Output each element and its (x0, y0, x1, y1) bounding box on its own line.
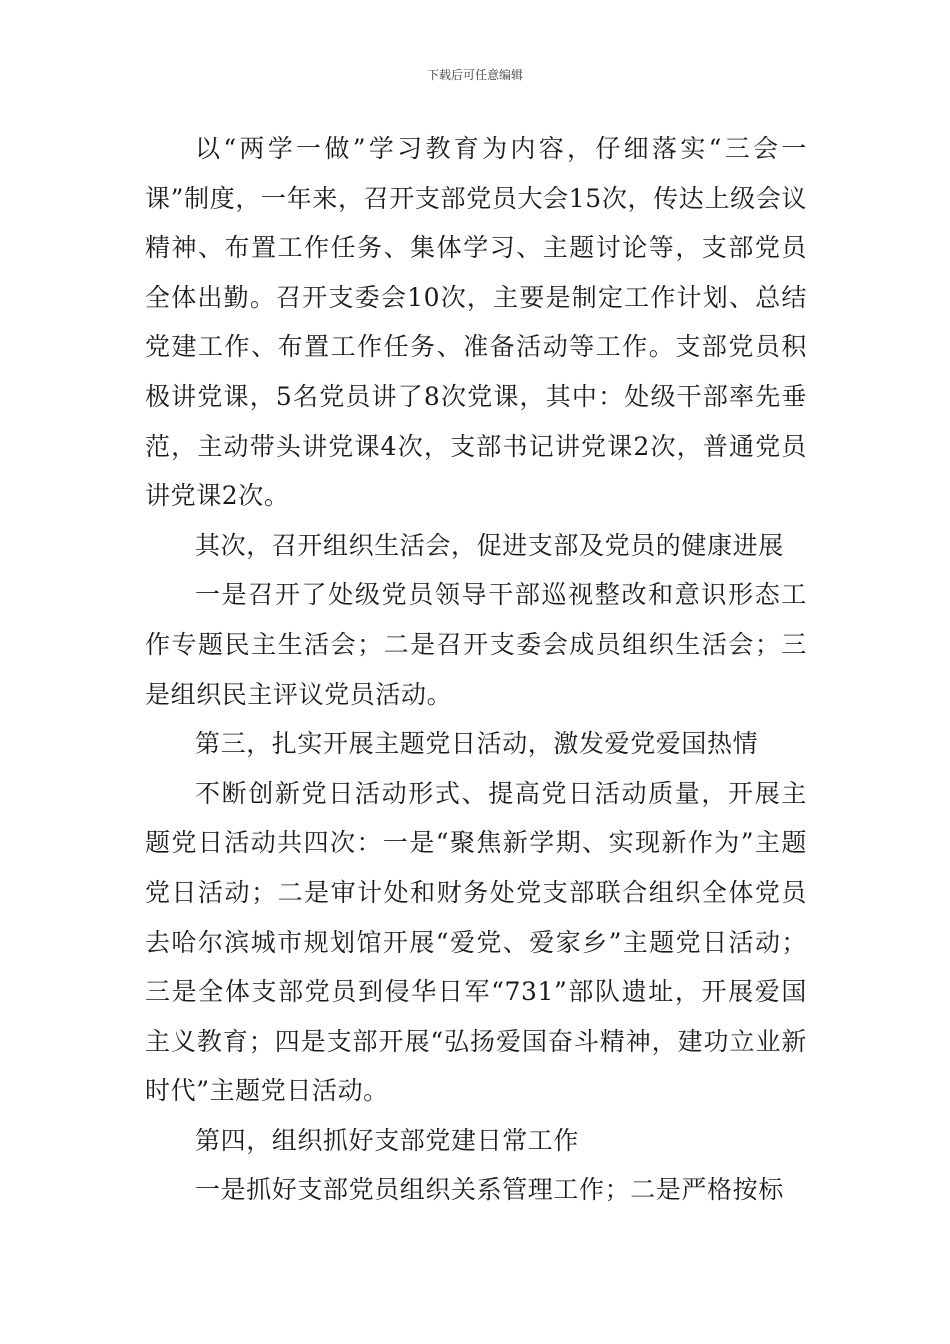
paragraph-organization-life: 一是召开了处级党员领导干部巡视整改和意识形态工作专题民主生活会；二是召开支委会成员组织生活会；三是组织民主评议党员活动。 (145, 580, 807, 709)
heading-organization-life: 其次，召开组织生活会，促进支部及党员的健康进展 (195, 530, 784, 560)
heading-daily-work: 第四，组织抓好支部党建日常工作 (195, 1125, 580, 1155)
paragraph-daily-work: 一是抓好支部党员组织关系管理工作；二是严格按标 (195, 1175, 784, 1205)
download-note: 下载后可任意编辑 (426, 68, 523, 82)
document-body (145, 124, 807, 1215)
paragraph-party-day: 不断创新党日活动形式、提高党日活动质量，开展主题党日活动共四次：一是“聚焦新学期、实现新作为”主题党日活动；二是审计处和财务处党支部联合组织全体党员去哈尔滨城市规划馆开展“爱党、爱家乡”主题党日活动；三是全体支部党员到侵华日军“731”部队遗址，开展爱国主义教育；四是支部开展“弘扬爱国奋斗精神，建功立业新时代”主题党日活动。 (145, 778, 807, 1106)
heading-party-day: 第三，扎实开展主题党日活动，激发爱党爱国热情 (195, 729, 759, 759)
paragraph-meetings: 以“两学一做”学习教育为内容，仔细落实“三会一课”制度，一年来，召开支部党员大会15次，传达上级会议精神、布置工作任务、集体学习、主题讨论等，支部党员全体出勤。召开支委会10次，主要是制定工作计划、总结党建工作、布置工作任务、准备活动等工作。支部党员积极讲党课，5名党员讲了8次党课，其中：处级干部率先垂范，主动带头讲党课4次，支部书记讲党课2次，普通党员讲党课2次。 (145, 134, 807, 511)
